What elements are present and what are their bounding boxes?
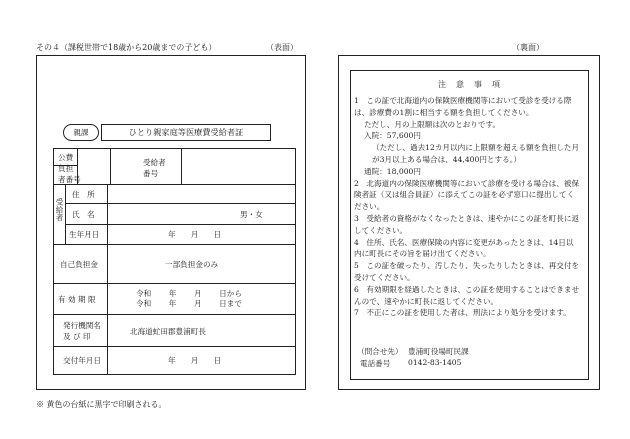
issue-date-label: 交付年月日	[63, 356, 101, 365]
back-side-label: （裏面）	[512, 43, 544, 52]
burden-label-2: 負担	[58, 164, 74, 173]
note-4: 4 住所、氏名、医療保険の内容に変更があったときは、14日以内に町長にその旨を届け出てください。	[354, 237, 574, 259]
note-1-proviso: （ただし、過去12カ月以内に上限額を超える額を負担した月が3月以上ある場合は、44,400円とする。）	[372, 143, 580, 164]
validity-label: 有 効 期 限	[58, 295, 96, 304]
card-title: ひとり親家庭等医療費受給者証	[101, 124, 271, 141]
validity-to: 令和 年 月 日まで	[136, 299, 242, 308]
burden-label-1: 公費	[58, 153, 74, 162]
recipient-number-label-2: 番号	[143, 169, 159, 178]
validity-from: 令和 年 月 日から	[136, 289, 242, 298]
form-caption: その４（課税世帯で18歳から20歳までの子ども）	[36, 43, 217, 52]
self-pay-value: 一部負担金のみ	[165, 260, 219, 269]
name-label: 氏 名	[72, 210, 95, 219]
note-3: 3 受給者の資格がなくなったときは、速やかにこの証を町長に返してください。	[354, 213, 580, 235]
note-7: 7 不正にこの証を使用した者は、刑法により処分を受けます。	[354, 308, 571, 318]
recipient-vertical-label: 受給者	[55, 198, 64, 221]
burden-label-3: 者番号	[58, 175, 81, 184]
contact-org: 豊浦町役場町民課	[408, 347, 469, 356]
phone-label: 電話番号	[360, 359, 391, 368]
notes-list	[354, 95, 580, 319]
birth-date-label: 生年月日	[69, 230, 100, 239]
note-1-limit: ただし、月の上限額は次のとおりです。	[364, 119, 501, 129]
issuer-label-2: 及 び 印	[63, 332, 91, 341]
front-side-label: （表面）	[266, 43, 298, 52]
note-1-outpatient: 通院：18,000円	[364, 166, 421, 176]
issuer-label-1: 発行機関名	[63, 321, 101, 330]
footnote: ※ 黄色の台紙に黒字で印刷される。	[36, 400, 167, 409]
note-5: 5 この証を破ったり、汚したり、失ったりしたときは、再交付を受けてください。	[354, 261, 580, 282]
issuer-value: 北海道虻田郡豊浦町長	[130, 327, 206, 336]
note-1-inpatient: 入院：57,600円	[364, 131, 421, 141]
note-2: 2 北海道内の保険医療機関等において診療を受ける場合は、被保険者証（又は組合員証）に添えてこの証を必ず窓口に提出してください。	[354, 178, 580, 212]
note-1: 1 この証で北海道内の保険医療機関等において受診を受ける際は、診療費の1割に相当する額を負担してください。	[354, 96, 572, 117]
note-6: 6 有効期限を経過したときは、この証を使用することはできませんので、速やかに町長に返してください。	[354, 284, 580, 306]
issue-date-value: 年 月 日	[168, 356, 222, 365]
gender-field: 男・女	[240, 210, 263, 219]
recipient-number-label-1: 受給者	[143, 158, 166, 167]
notes-heading: 注 意 事 項	[438, 80, 501, 89]
seal-mark: 親課	[63, 124, 99, 141]
birth-date-value: 年 月 日	[168, 230, 222, 239]
address-label: 住 所	[72, 190, 95, 199]
phone-number: 0142-83-1405	[408, 358, 462, 367]
self-pay-label: 自己負担金	[60, 260, 98, 269]
contact-label: （問合せ先）	[357, 347, 403, 356]
